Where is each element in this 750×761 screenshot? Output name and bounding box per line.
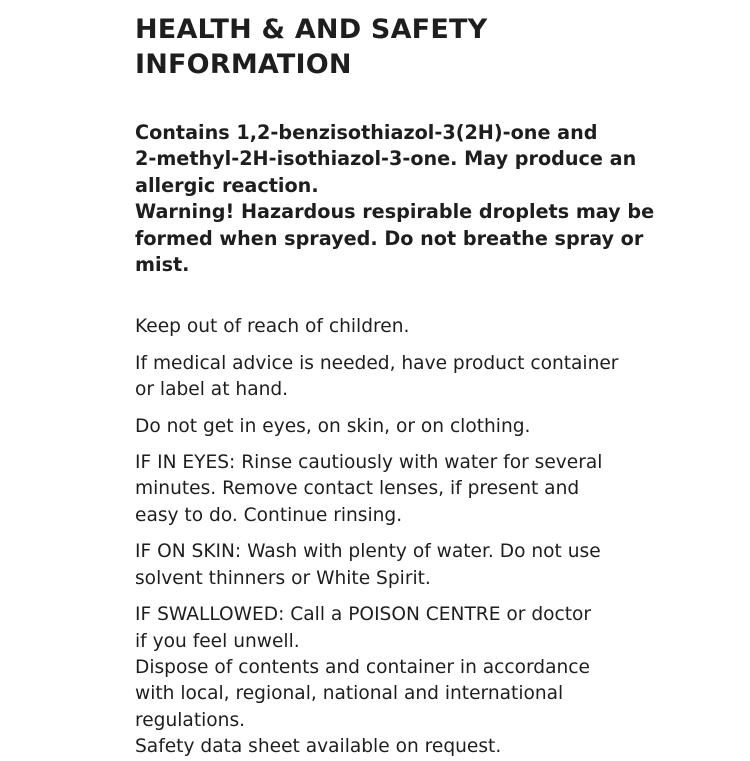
statement-disposal — [135, 655, 735, 734]
warning-line: formed when sprayed. Do not breathe spray or — [135, 226, 644, 250]
statement-if-swallowed — [135, 602, 735, 655]
statement-line: Keep out of reach of children. — [135, 316, 410, 338]
statement-line: minutes. Remove contact lenses, if present and — [135, 478, 580, 500]
title-line: HEALTH & AND SAFETY — [135, 14, 488, 45]
statement-line: Dispose of contents and container in accordance — [135, 656, 590, 678]
title-line: INFORMATION — [135, 49, 352, 80]
statement-line: if you feel unwell. — [135, 630, 300, 652]
statement-keep-away-children — [135, 314, 735, 340]
hazard-warning — [135, 120, 735, 278]
statement-line: IF IN EYES: Rinse cautiously with water for several — [135, 452, 603, 474]
page-title — [135, 12, 735, 82]
statement-line: IF ON SKIN: Wash with plenty of water. Do not use — [135, 541, 601, 563]
statement-line: or label at hand. — [135, 379, 289, 401]
statement-if-on-skin — [135, 539, 735, 592]
statement-line: solvent thinners or White Spirit. — [135, 567, 431, 589]
precautionary-statements — [135, 314, 735, 760]
statement-if-in-eyes — [135, 450, 735, 529]
statement-line: easy to do. Continue rinsing. — [135, 504, 403, 526]
warning-line: mist. — [135, 253, 190, 277]
statement-safety-data-sheet — [135, 734, 735, 760]
statement-line: regulations. — [135, 709, 246, 731]
warning-line: Contains 1,2-benzisothiazol-3(2H)-one and — [135, 121, 598, 144]
statement-avoid-contact — [135, 414, 735, 440]
statement-line: Safety data sheet available on request. — [135, 736, 502, 758]
statement-line: IF SWALLOWED: Call a POISON CENTRE or doctor — [135, 604, 592, 626]
warning-line: Warning! Hazardous respirable droplets may be — [135, 200, 655, 224]
statement-medical-advice — [135, 351, 735, 404]
statement-line: Do not get in eyes, on skin, or on clothing. — [135, 415, 531, 437]
statement-line: If medical advice is needed, have product container — [135, 352, 619, 374]
warning-line: 2-methyl-2H-isothiazol-3-one. May produce an — [135, 147, 637, 171]
safety-label — [135, 12, 735, 761]
statement-line: with local, regional, national and international — [135, 683, 564, 705]
warning-line: allergic reaction. — [135, 173, 319, 197]
